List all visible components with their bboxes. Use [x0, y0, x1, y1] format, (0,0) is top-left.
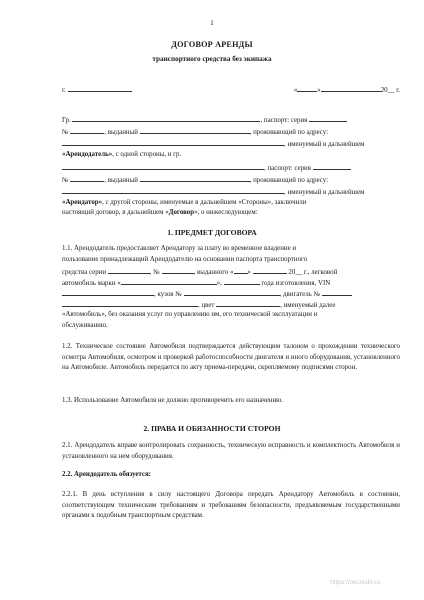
- lessee-line-4: «Арендатор», с другой стороны, именуемые в дальнейшем «Стороны», заключили: [62, 199, 307, 206]
- p1-1-line-3: средства серии , № , выданного « » 20__ г., легковой: [62, 266, 400, 277]
- document-title: ДОГОВОР АРЕНДЫ: [171, 40, 253, 49]
- watermark: https://okcredit.ru: [330, 579, 380, 586]
- lessee-line-5: настоящий договор, в дальнейшем «Договор», о нижеследующем:: [62, 209, 258, 216]
- lessee-line-2: № , выданный , проживающий по адресу:: [62, 174, 400, 185]
- lessor-line-1: Гр. , паспорт: серия: [62, 114, 400, 125]
- p1-1-line-5: , кузов № , двигатель №: [62, 288, 400, 299]
- place-date-line: [62, 84, 400, 95]
- place-blank: [68, 84, 132, 92]
- p1-1-line-7: «Автомобиль», без оказания услуг по управлению им, его технической эксплуатации и: [62, 311, 318, 318]
- p1-1-line-8: обслуживанию.: [62, 322, 108, 329]
- page-number: 1: [210, 19, 214, 27]
- paragraph-1-3: 1.3. Использование Автомобиля не должно противоречить его назначению.: [62, 397, 284, 404]
- paragraph-2-1: 2.1. Арендодатель вправе контролировать сохранность, техническую исправность и комплектность Автомобиля и установленного на нем оборудования.: [62, 442, 400, 460]
- p1-1-line-4: автомобиль марки « », года изготовления, VIN: [62, 277, 400, 288]
- date-field: « » 20__ г.: [294, 84, 400, 95]
- place-prefix: г.: [62, 87, 66, 94]
- lessor-line-3: , именуемый в дальнейшем: [62, 138, 400, 149]
- p1-1-line-2: пользование принадлежащий Арендодателю на основании паспорта транспортного: [62, 256, 308, 263]
- paragraph-2-2-1: 2.2.1. В день вступления в силу настоящего Договора передать Арендатору Автомобиль в состоянии, соответствующем техническим требованиям и требованиям безопасности, предъявляемым государственными органами к подобным транспортным средствам.: [62, 491, 400, 520]
- paragraph-2-2: 2.2. Арендодатель обязуется:: [62, 471, 151, 478]
- lessee-line-1: , паспорт: серия: [62, 162, 400, 173]
- p1-1-line-6: , цвет , именуемый далее: [62, 299, 400, 310]
- lessor-line-2: № , выданный , проживающий по адресу:: [62, 126, 400, 137]
- lessee-line-3: , именуемый в дальнейшем: [62, 186, 400, 197]
- section-1-heading: 1. ПРЕДМЕТ ДОГОВОРА: [167, 228, 257, 237]
- document-subtitle: транспортного средства без экипажа: [152, 55, 272, 63]
- paragraph-1-2: 1.2. Техническое состояние Автомобиля подтверждается действующим талоном о прохождении технического осмотра Автомобиля, осмотром и проверкой работоспособности двигателя и иного оборудования, установленного на Автомобиле. Автомобиль передается по акту приема-передачи, скрепляемому подписями сторон.: [62, 343, 400, 372]
- section-2-heading: 2. ПРАВА И ОБЯЗАННОСТИ СТОРОН: [143, 424, 281, 433]
- p1-1-line-1: 1.1. Арендодатель предоставляет Арендатору за плату во временное владение и: [62, 245, 297, 252]
- lessor-line-4: «Арендодатель», с одной стороны, и гр.: [62, 151, 182, 158]
